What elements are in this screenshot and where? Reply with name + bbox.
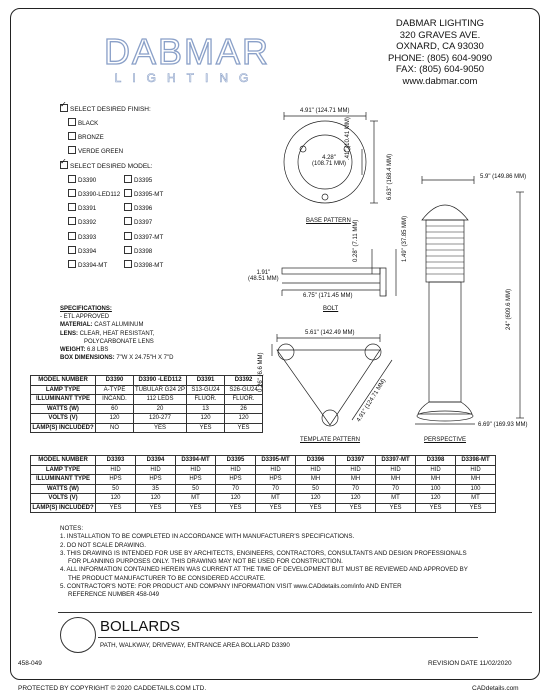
row-header: LAMP TYPE <box>31 385 96 395</box>
table-cell: YES <box>134 423 187 433</box>
table-cell: HID <box>456 465 496 475</box>
perspective-base-dim: 6.69" (169.93 MM) <box>478 422 528 428</box>
base-inner-dim: 4.28" (108.71 MM) <box>312 155 347 167</box>
note-item: 3. THIS DRAWING IS INTENDED FOR USE BY ARCHITECTS, ENGINEERS, CONTRACTORS, CONSULTANTS AND DESIGN PROFESSIONALS <box>60 549 467 557</box>
table-cell: A-TYPE <box>96 385 134 395</box>
table-cell: 120 <box>96 494 136 504</box>
row-header: MODEL NUMBER <box>31 456 96 466</box>
base-width-dim: 4.91" (124.71 MM) <box>300 108 350 114</box>
notes-block <box>60 525 468 600</box>
table-cell: 20 <box>134 404 187 414</box>
bollard-cap <box>422 205 468 220</box>
option-label: D3394 <box>78 248 97 255</box>
table-cell: MH <box>416 475 456 485</box>
spec-etl: - ETL APPROVED <box>60 314 110 321</box>
option-label: D3398-MT <box>134 262 164 269</box>
row-header: LAMP(S) INCLUDED? <box>32 504 94 511</box>
template-side-dim: 4.91" (124.71 MM) <box>356 378 388 424</box>
table-cell: 120 <box>225 414 263 424</box>
option-label: D3390-LED112 <box>78 191 121 198</box>
table-cell: 100 <box>456 484 496 494</box>
table-cell: HPS <box>96 475 136 485</box>
table-cell: YES <box>187 423 225 433</box>
table-cell: HID <box>296 465 336 475</box>
note-item: 5. CONTRACTOR'S NOTE: FOR PRODUCT AND COMPANY INFORMATION VISIT www.CADdetails.com/info AND ENTER <box>60 583 402 591</box>
model-heading-text: SELECT DESIRED MODEL: <box>70 163 153 170</box>
revision-date: REVISION DATE 11/02/2020 <box>428 660 512 667</box>
table-cell: FLUOR. <box>187 395 225 405</box>
table-cell: D3394-MT <box>176 456 216 466</box>
row-header: VOLTS (V) <box>31 414 96 424</box>
table-cell: HPS <box>216 475 256 485</box>
perspective-height-dim: 24" (609.6 MM) <box>506 288 512 330</box>
table-cell: 120-277 <box>134 414 187 424</box>
perspective-label: PERSPECTIVE <box>424 437 467 443</box>
table-cell: 120 <box>296 494 336 504</box>
table-row <box>31 503 496 513</box>
table-cell: 112 LEDS <box>134 395 187 405</box>
drawing-subtitle: PATH, WALKWAY, DRIVEWAY, ENTRANCE AREA BOLLARD D3390 <box>100 642 290 649</box>
option-label: D3395-MT <box>134 191 164 198</box>
option-label: D3396 <box>134 205 153 212</box>
table-cell: HID <box>256 465 296 475</box>
table-cell: 70 <box>216 484 256 494</box>
table-cell: HID <box>336 465 376 475</box>
option-label: D3391 <box>78 205 97 212</box>
table-cell: YES <box>336 503 376 513</box>
table-cell: 120 <box>136 494 176 504</box>
address-line-1: 320 GRAVES AVE. <box>399 29 481 41</box>
option-label: D3390 <box>78 177 97 184</box>
bolt-hook <box>380 268 386 296</box>
table-cell: INCAND. <box>96 395 134 405</box>
template-height-dim: 0.26" (6.6 MM) <box>258 352 264 392</box>
phone: PHONE: (805) 604-9090 <box>387 52 493 64</box>
table-row <box>31 465 496 475</box>
table-cell: D3398 <box>416 456 456 466</box>
table-cell: HID <box>416 465 456 475</box>
table-cell: HID <box>216 465 256 475</box>
table-cell: 26 <box>225 404 263 414</box>
perspective-top-dim: 5.9" (149.86 MM) <box>480 174 527 180</box>
base-h2-dim: 6.63" (168.4 MM) <box>387 153 393 200</box>
table-row <box>31 494 496 504</box>
option-label: D3395 <box>134 177 153 184</box>
table-cell: D3397 <box>336 456 376 466</box>
table-cell: MH <box>296 475 336 485</box>
option-label: D3392 <box>78 219 97 226</box>
table-cell: 13 <box>187 404 225 414</box>
table-cell: YES <box>96 503 136 513</box>
table-cell: NO <box>96 423 134 433</box>
option-label: BRONZE <box>78 134 104 141</box>
table-row <box>31 475 496 485</box>
option-label: D3397 <box>134 219 153 226</box>
option-label: VERDE GREEN <box>78 148 124 155</box>
row-header: ILLUMINANT TYPE <box>31 475 96 485</box>
table-cell: HID <box>176 465 216 475</box>
table-cell: 50 <box>96 484 136 494</box>
option-label: D3397-MT <box>134 234 164 241</box>
bolt-shaft <box>282 268 380 274</box>
table-cell: 60 <box>96 404 134 414</box>
table-cell: 50 <box>176 484 216 494</box>
note-item: 2. DO NOT SCALE DRAWING. <box>60 541 146 549</box>
table-cell: D3395-MT <box>256 456 296 466</box>
table-cell: D3390 <box>96 376 134 386</box>
fax: FAX: (805) 604-9050 <box>395 64 485 75</box>
table-cell: 120 <box>187 414 225 424</box>
table-cell: D3395 <box>216 456 256 466</box>
table-cell: HPS <box>256 475 296 485</box>
bolt-d1-dim: 0.28" (7.11 MM) <box>353 219 359 262</box>
bollard-louver <box>426 220 464 282</box>
option-label: BLACK <box>78 120 99 127</box>
option-label: D3394-MT <box>78 262 108 269</box>
note-item: FOR PLANNING PURPOSES ONLY. THIS DRAWING MAY NOT BE USED FOR CONSTRUCTION. <box>68 558 343 566</box>
spec-weight: WEIGHT: 6.8 LBS <box>60 347 109 354</box>
template-pattern-label: TEMPLATE PATTERN <box>300 437 361 443</box>
svg-text:DABMAR: DABMAR <box>103 31 271 72</box>
row-header: ILLUMINANT TYPE <box>31 395 96 405</box>
table-cell: 100 <box>416 484 456 494</box>
table-cell: 35 <box>136 484 176 494</box>
table-cell: MT <box>376 494 416 504</box>
table-cell: HID <box>96 465 136 475</box>
note-item: REFERENCE NUMBER 458-049 <box>68 591 160 599</box>
table-cell: D3391 <box>187 376 225 386</box>
table-cell: 70 <box>336 484 376 494</box>
notes-title: NOTES: <box>60 525 84 532</box>
spec-table-2 <box>30 455 496 513</box>
bolt-length-dim: 1.91" (48.51 MM) <box>248 270 279 282</box>
spec-lens-2: POLYCARBONATE LENS <box>84 338 154 345</box>
table-cell: YES <box>176 503 216 513</box>
table-cell: 120 <box>336 494 376 504</box>
website[interactable]: www.dabmar.com <box>402 75 478 87</box>
row-header: WATTS (W) <box>31 484 96 494</box>
table-cell: 120 <box>216 494 256 504</box>
table-row <box>31 484 496 494</box>
base-pattern-label: BASE PATTERN <box>306 218 351 224</box>
table-cell: MT <box>176 494 216 504</box>
table-cell: MT <box>256 494 296 504</box>
table-cell: 70 <box>376 484 416 494</box>
table-cell: HID <box>136 465 176 475</box>
table-cell: 120 <box>416 494 456 504</box>
option-label: D3393 <box>78 234 97 241</box>
title-divider <box>58 612 532 613</box>
table-cell: 120 <box>96 414 134 424</box>
option-label: D3398 <box>134 248 153 255</box>
table-cell: YES <box>216 503 256 513</box>
row-header: VOLTS (V) <box>31 494 96 504</box>
table-cell: MH <box>456 475 496 485</box>
spec-title: SPECIFICATIONS: <box>60 306 112 312</box>
row-header: LAMP(S) INCLUDED? <box>32 424 94 431</box>
table-cell: D3396 <box>296 456 336 466</box>
table-cell: MH <box>336 475 376 485</box>
table-cell: S13-GU24 <box>187 385 225 395</box>
table-cell: D3397-MT <box>376 456 416 466</box>
table-cell: MT <box>456 494 496 504</box>
table-cell: TUBULAR G24 2P <box>135 386 186 393</box>
table-cell: YES <box>136 503 176 513</box>
finish-heading-text: SELECT DESIRED FINISH: <box>70 106 151 113</box>
svg-text:LIGHTING: LIGHTING <box>114 71 260 85</box>
table-cell: HID <box>376 465 416 475</box>
table-cell: 70 <box>256 484 296 494</box>
bollard-post <box>429 282 461 402</box>
copyright-notice: PROTECTED BY COPYRIGHT © 2020 CADDETAILS.COM LTD. <box>18 685 207 692</box>
spec-box: BOX DIMENSIONS: 7"W X 24.75"H X 7"D <box>60 355 174 362</box>
table-cell: D3390 -LED112 <box>134 376 187 386</box>
spec-material: MATERIAL: CAST ALUMINUM <box>60 322 144 329</box>
title-emblem <box>60 617 96 653</box>
title-rule <box>98 637 478 638</box>
reference-number: 458-049 <box>18 660 42 667</box>
caddetails-link[interactable]: CADdetails.com <box>472 685 519 692</box>
table-cell: HPS <box>136 475 176 485</box>
spec-lens: LENS: CLEAR, HEAT RESISTANT, <box>60 330 155 337</box>
row-header: MODEL NUMBER <box>31 376 96 386</box>
table-cell: YES <box>225 423 263 433</box>
table-cell: D3394 <box>136 456 176 466</box>
note-item: THE PRODUCT MANUFACTURER TO BE CONSIDERED ACCURATE. <box>68 574 266 582</box>
drawing-title: BOLLARDS <box>100 618 181 635</box>
row-header: LAMP TYPE <box>31 465 96 475</box>
bolt-d2-dim: 1.49" (37.85 MM) <box>402 215 408 262</box>
table-cell: D3393 <box>96 456 136 466</box>
table-cell: YES <box>256 503 296 513</box>
table-cell: YES <box>456 503 496 513</box>
base-bolt-hole <box>322 194 328 200</box>
table-cell: YES <box>296 503 336 513</box>
table-cell: 50 <box>296 484 336 494</box>
address-line-2: OXNARD, CA 93030 <box>396 41 484 52</box>
table-cell: D3392 <box>225 376 263 386</box>
row-header: WATTS (W) <box>31 404 96 414</box>
table-cell: YES <box>376 503 416 513</box>
table-cell: YES <box>416 503 456 513</box>
note-item: 1. INSTALLATION TO BE COMPLETED IN ACCORDANCE WITH MANUFACTURER'S SPECIFICATIONS. <box>60 533 355 541</box>
bolt-width-dim: 6.75" (171.45 MM) <box>303 293 353 299</box>
table-cell: HPS <box>176 475 216 485</box>
table-cell: FLUOR. <box>225 395 263 405</box>
table-cell: MH <box>376 475 416 485</box>
template-width-dim: 5.61" (142.49 MM) <box>305 330 355 336</box>
company-name: DABMAR LIGHTING <box>395 18 485 29</box>
note-item: 4. ALL INFORMATION CONTAINED HEREIN WAS CURRENT AT THE TIME OF DEVELOPMENT BUT MUST BE REVIEWED AND APPROVED BY <box>60 566 468 574</box>
table-cell: D3398-MT <box>456 456 496 466</box>
table-cell: S26-GU24 <box>225 385 263 395</box>
base-h1-dim: .41" (10.41 MM) <box>345 117 351 160</box>
bolt-label: BOLT <box>323 306 339 312</box>
